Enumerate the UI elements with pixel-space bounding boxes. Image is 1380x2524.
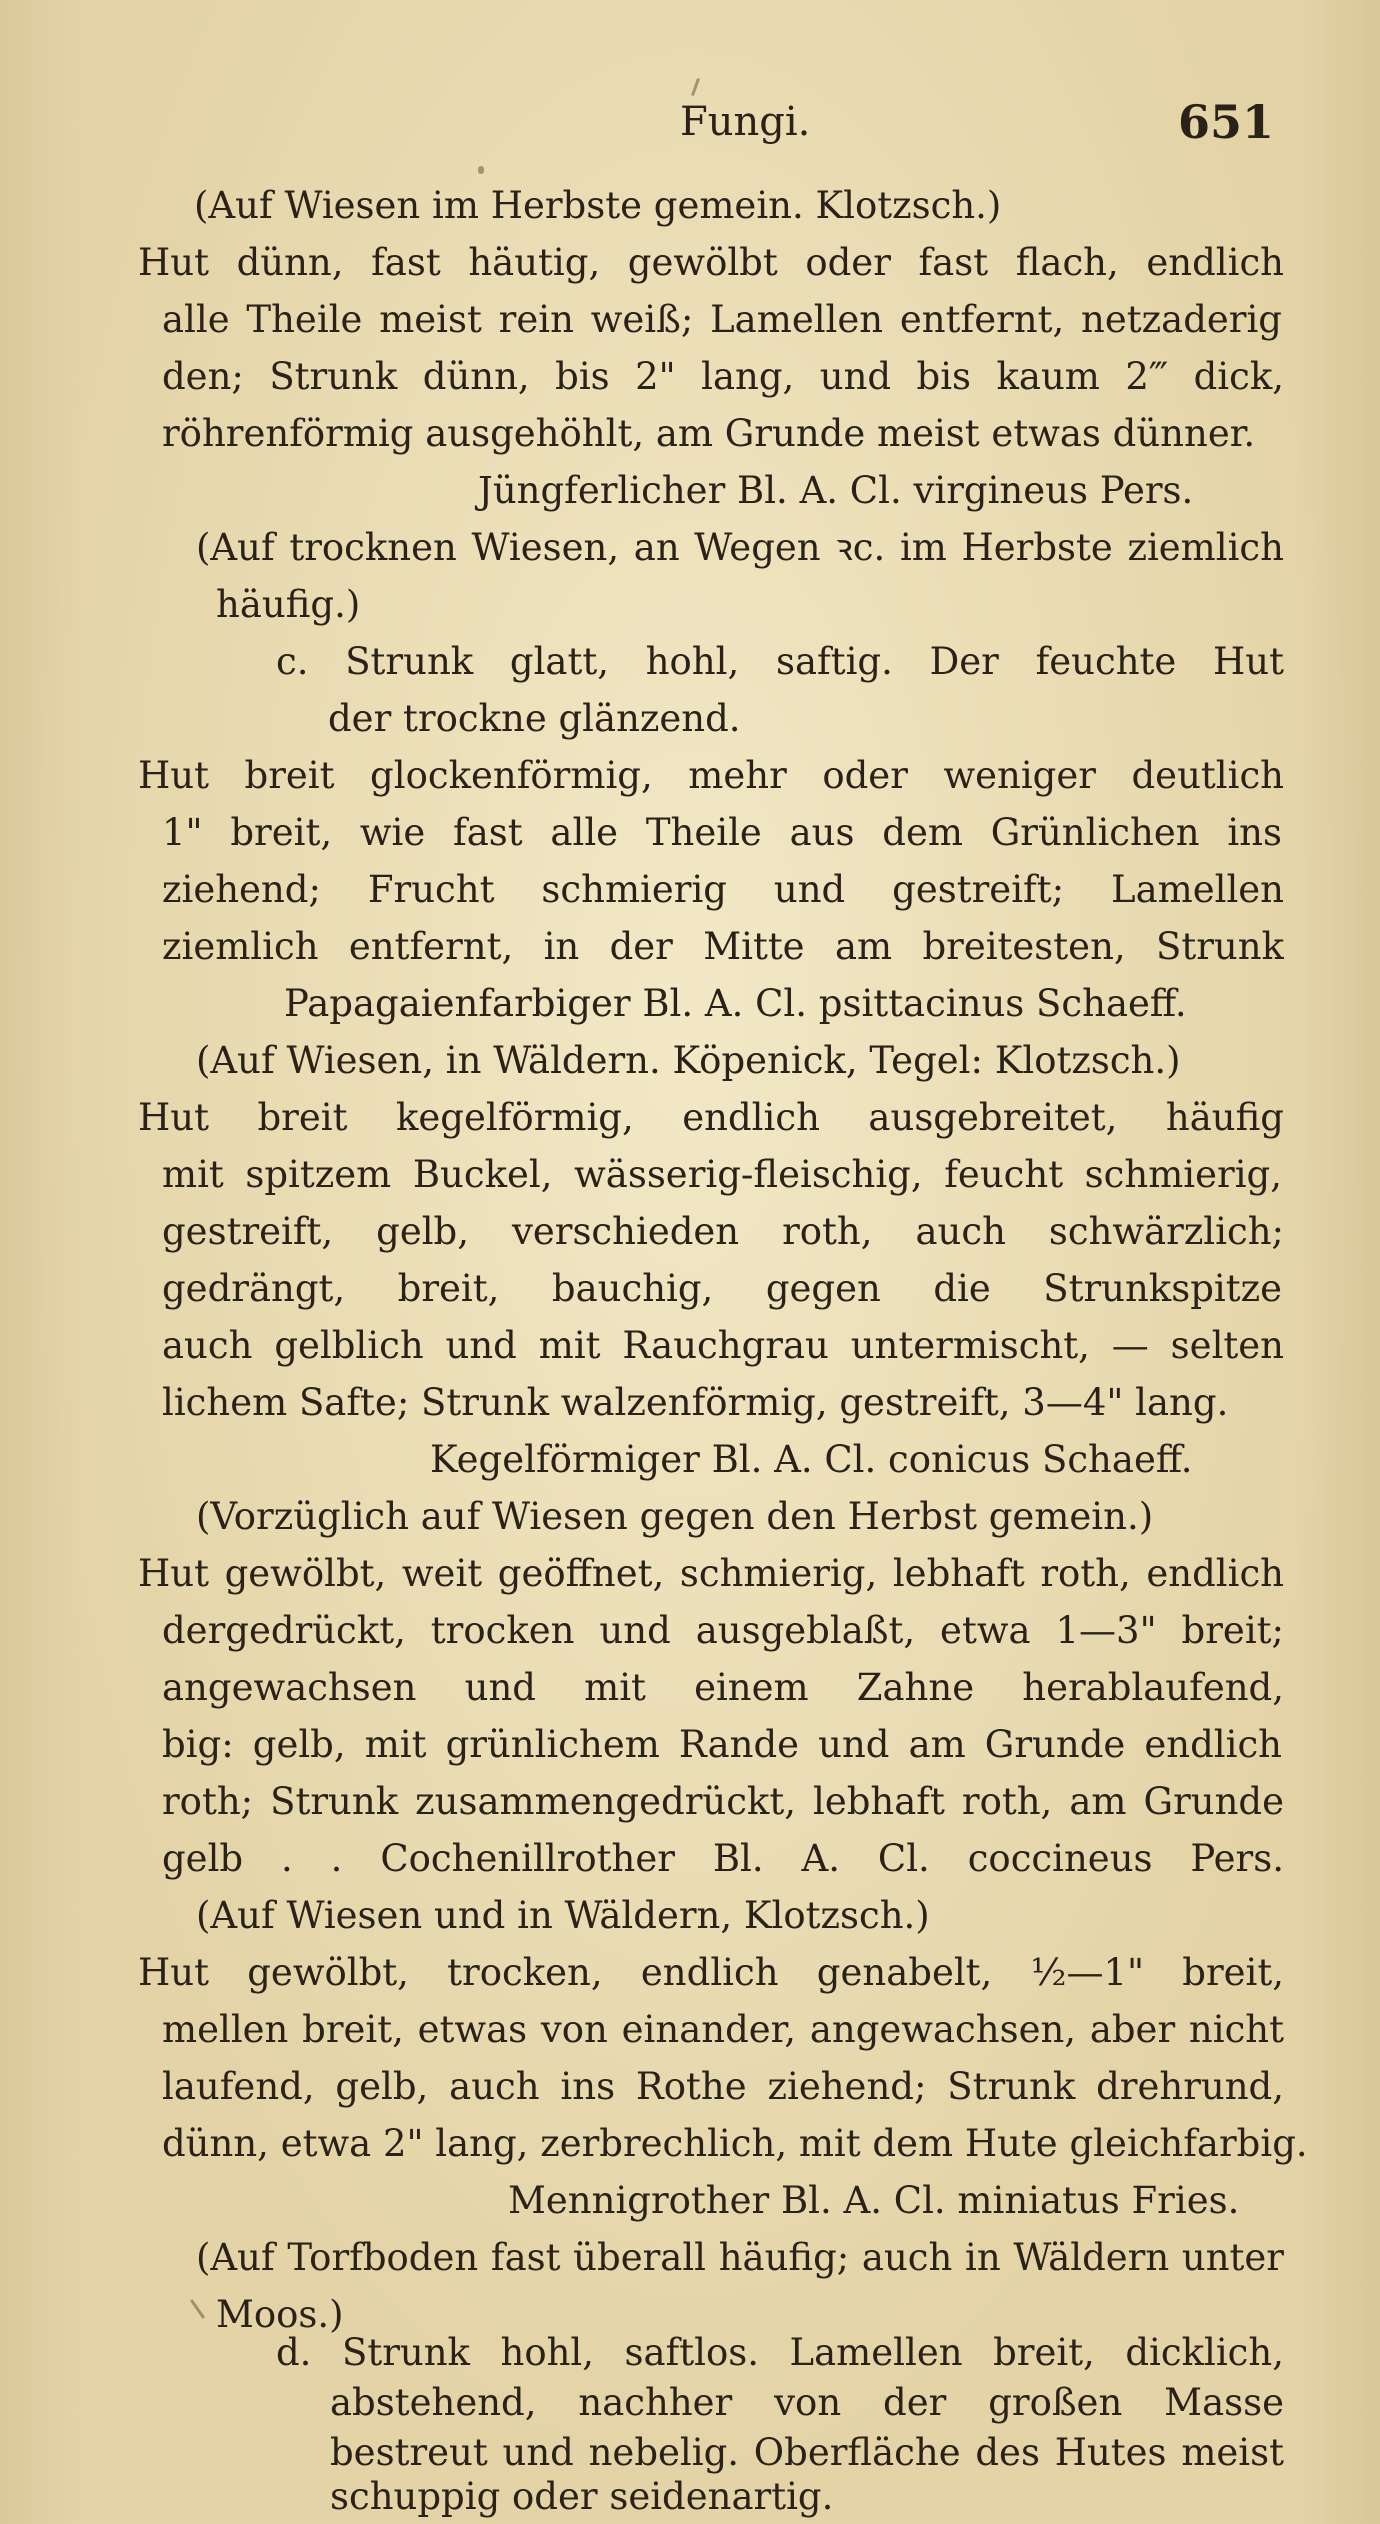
species-line: gelb . . Cochenillrother Bl. A. Cl. coccineus Pers. bbox=[162, 1837, 1284, 1880]
text-line: röhrenförmig ausgehöhlt, am Grunde meist etwas dünner. bbox=[162, 412, 1256, 455]
text-line: laufend, gelb, auch ins Rothe ziehend; Strunk drehrund, bbox=[162, 2065, 1284, 2108]
text-line: Hut gewölbt, trocken, endlich genabelt, ½—1" breit, bbox=[138, 1951, 1284, 1994]
paper-speck bbox=[478, 166, 484, 174]
text-line: (Auf Wiesen im Herbste gemein. Klotzsch.) bbox=[194, 184, 1002, 227]
text-line: (Auf Wiesen, in Wäldern. Köpenick, Tegel: Klotzsch.) bbox=[196, 1039, 1181, 1082]
text-line: Hut breit glockenförmig, mehr oder weniger deutlich bbox=[138, 754, 1284, 797]
species-line: Papagaienfarbiger Bl. A. Cl. psittacinus Schaeff. bbox=[284, 982, 1187, 1025]
text-line: Moos.) bbox=[216, 2293, 344, 2336]
text-line: (Vorzüglich auf Wiesen gegen den Herbst gemein.) bbox=[196, 1495, 1154, 1538]
text-line: dergedrückt, trocken und ausgeblaßt, etwa 1—3" breit; bbox=[162, 1609, 1284, 1652]
text-line: mit spitzem Buckel, wässerig-fleischig, feucht schmierig, bbox=[162, 1153, 1282, 1196]
text-line: Hut gewölbt, weit geöffnet, schmierig, lebhaft roth, endlich bbox=[138, 1552, 1284, 1595]
text-line: c. Strunk glatt, hohl, saftig. Der feuchte Hut bbox=[276, 640, 1284, 683]
species-line: Jüngferlicher Bl. A. Cl. virgineus Pers. bbox=[478, 469, 1194, 512]
species-line: Kegelförmiger Bl. A. Cl. conicus Schaeff. bbox=[430, 1438, 1193, 1481]
text-line: alle Theile meist rein weiß; Lamellen entfernt, netzaderig bbox=[162, 298, 1282, 341]
text-line: 1" breit, wie fast alle Theile aus dem Grünlichen ins bbox=[162, 811, 1282, 854]
text-line: gestreift, gelb, verschieden roth, auch schwärzlich; bbox=[162, 1210, 1284, 1253]
text-line: schuppig oder seidenartig. bbox=[330, 2475, 834, 2518]
page-header bbox=[0, 92, 1380, 152]
text-line: ziehend; Frucht schmierig und gestreift; Lamellen bbox=[162, 868, 1284, 911]
text-line: ziemlich entfernt, in der Mitte am breitesten, Strunk bbox=[162, 925, 1284, 968]
text-line: gedrängt, breit, bauchig, gegen die Strunkspitze bbox=[162, 1267, 1282, 1310]
text-line: der trockne glänzend. bbox=[328, 697, 741, 740]
text-line: abstehend, nachher von der großen Masse bbox=[330, 2381, 1284, 2424]
species-line: Mennigrother Bl. A. Cl. miniatus Fries. bbox=[508, 2179, 1240, 2222]
text-line: bestreut und nebelig. Oberfläche des Hutes meist bbox=[330, 2431, 1284, 2474]
text-line: d. Strunk hohl, saftlos. Lamellen breit, dicklich, bbox=[276, 2331, 1284, 2374]
page-number: 651 bbox=[1178, 95, 1275, 149]
text-line: (Auf trocknen Wiesen, an Wegen ꝛc. im Herbste ziemlich bbox=[196, 526, 1284, 569]
text-line: (Auf Wiesen und in Wäldern, Klotzsch.) bbox=[196, 1894, 930, 1937]
text-line: Hut breit kegelförmig, endlich ausgebreitet, häufig bbox=[138, 1096, 1284, 1139]
text-line: roth; Strunk zusammengedrückt, lebhaft roth, am Grunde bbox=[162, 1780, 1284, 1823]
text-line: Hut dünn, fast häutig, gewölbt oder fast flach, endlich bbox=[138, 241, 1284, 284]
text-line: lichem Safte; Strunk walzenförmig, gestreift, 3—4" lang. bbox=[162, 1381, 1229, 1424]
text-line: dünn, etwa 2" lang, zerbrechlich, mit dem Hute gleichfarbig. bbox=[162, 2122, 1308, 2165]
text-line: auch gelblich und mit Rauchgrau untermischt, — selten bbox=[162, 1324, 1284, 1367]
running-title: Fungi. bbox=[680, 99, 811, 145]
text-line: (Auf Torfboden fast überall häufig; auch in Wäldern unter bbox=[196, 2236, 1284, 2279]
text-line: mellen breit, etwas von einander, angewachsen, aber nicht bbox=[162, 2008, 1284, 2051]
text-line: häufig.) bbox=[216, 583, 361, 626]
text-line: angewachsen und mit einem Zahne herablaufend, bbox=[162, 1666, 1284, 1709]
paper-speck bbox=[190, 2299, 205, 2319]
text-line: den; Strunk dünn, bis 2" lang, und bis kaum 2‴ dick, bbox=[162, 355, 1284, 398]
text-line: big: gelb, mit grünlichem Rande und am Grunde endlich bbox=[162, 1723, 1282, 1766]
